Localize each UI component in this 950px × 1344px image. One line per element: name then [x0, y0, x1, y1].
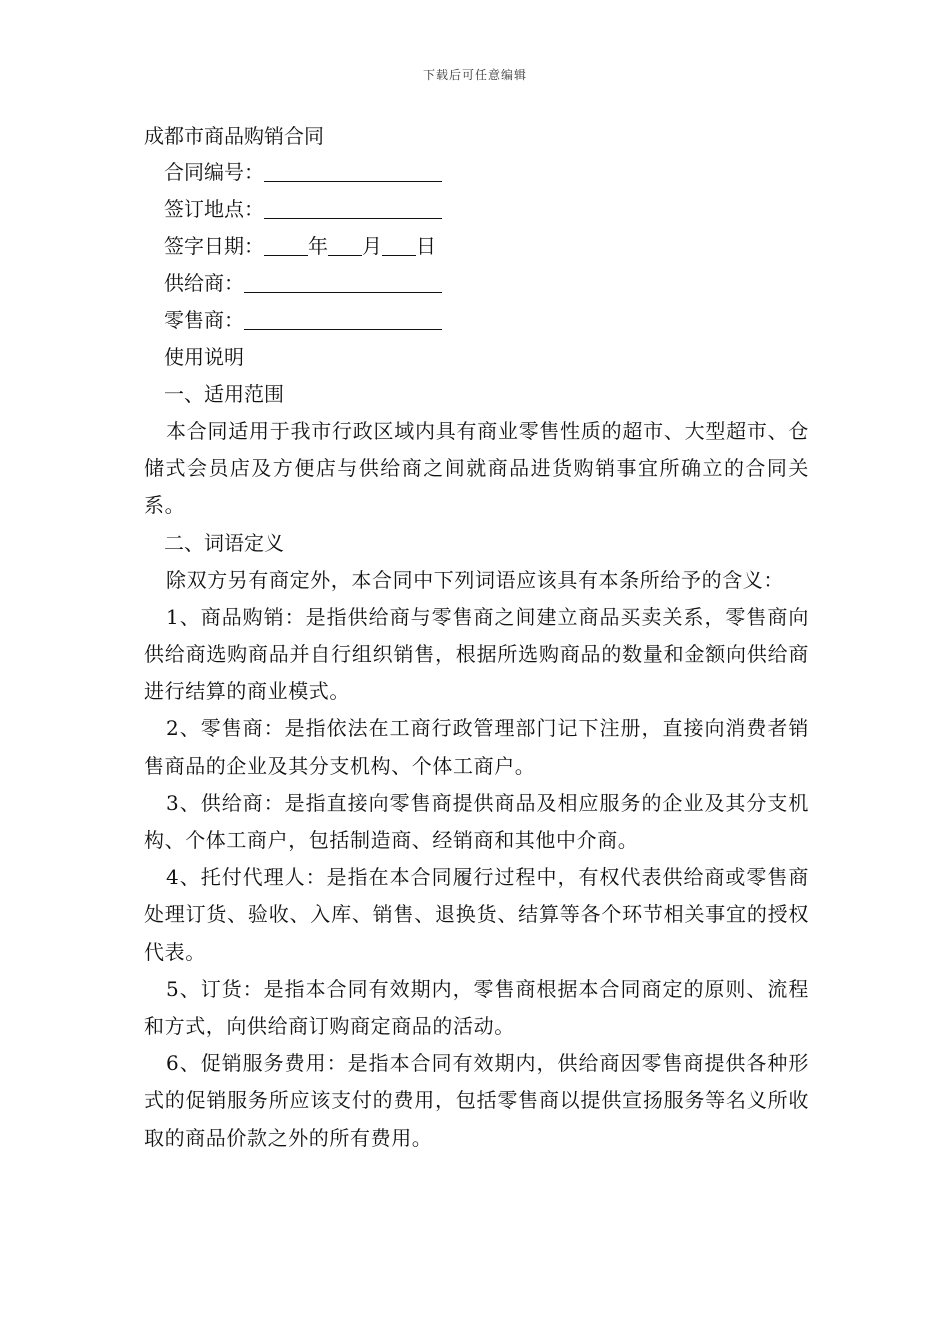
supplier-field	[144, 265, 809, 302]
paragraph: 除双方另有商定外，本合同中下列词语应该具有本条所给予的含义：	[166, 567, 784, 592]
supplier-blank	[244, 272, 442, 293]
definition-item: 5、订货：是指本合同有效期内，零售商根据本合同商定的原则、流程和方式，向供给商订购商定商品的活动。	[144, 976, 809, 1039]
section-heading: 二、词语定义	[164, 530, 284, 555]
day-label: 日	[416, 234, 436, 258]
definition-item: 2、零售商：是指依法在工商行政管理部门记下注册，直接向消费者销售商品的企业及其分支机构、个体工商户。	[144, 716, 809, 778]
definition-item: 6、促销服务费用：是指本合同有效期内，供给商因零售商提供各种形式的促销服务所应该支付的费用，包括零售商以提供宣扬服务等名义所收取的商品价款之外的所有费用。	[144, 1051, 809, 1150]
definition-item: 4、托付代理人：是指在本合同履行过程中，有权代表供给商或零售商处理订货、验收、入库、销售、退换货、结算等各个环节相关事宜的授权代表。	[144, 865, 809, 964]
field-label: 合同编号：	[164, 160, 264, 184]
contract-number-field	[144, 154, 809, 191]
retailer-blank	[244, 309, 442, 330]
signing-date-field	[144, 228, 809, 265]
field-label: 签订地点：	[164, 197, 264, 221]
contract-document	[144, 118, 809, 1157]
usage-heading: 使用说明	[164, 345, 244, 369]
retailer-field	[144, 302, 809, 339]
signing-place-blank	[264, 198, 442, 219]
definition-item: 1、商品购销：是指供给商与零售商之间建立商品买卖关系，零售商向供给商选购商品并自行组织销售，根据所选购商品的数量和金额向供给商进行结算的商业模式。	[144, 604, 809, 704]
year-blank	[264, 235, 308, 256]
page-header: 下载后可任意编辑	[422, 68, 527, 82]
paragraph: 本合同适用于我市行政区域内具有商业零售性质的超市、大型超市、仓储式会员店及方便店与供给商之间就商品进货购销事宜所确立的合同关系。	[144, 419, 809, 518]
day-blank	[382, 235, 416, 256]
document-title: 成都市商品购销合同	[144, 124, 324, 148]
signing-place-field	[144, 191, 809, 228]
field-label: 签字日期：	[164, 234, 264, 258]
section-heading: 一、适用范围	[164, 382, 284, 406]
month-label: 月	[362, 234, 382, 258]
definition-item: 3、供给商：是指直接向零售商提供商品及相应服务的企业及其分支机构、个体工商户，包括制造商、经销商和其他中介商。	[144, 790, 809, 853]
contract-number-blank	[264, 161, 442, 182]
month-blank	[328, 235, 362, 256]
field-label: 零售商：	[164, 308, 244, 332]
field-label: 供给商：	[164, 271, 244, 295]
year-label: 年	[308, 234, 328, 258]
